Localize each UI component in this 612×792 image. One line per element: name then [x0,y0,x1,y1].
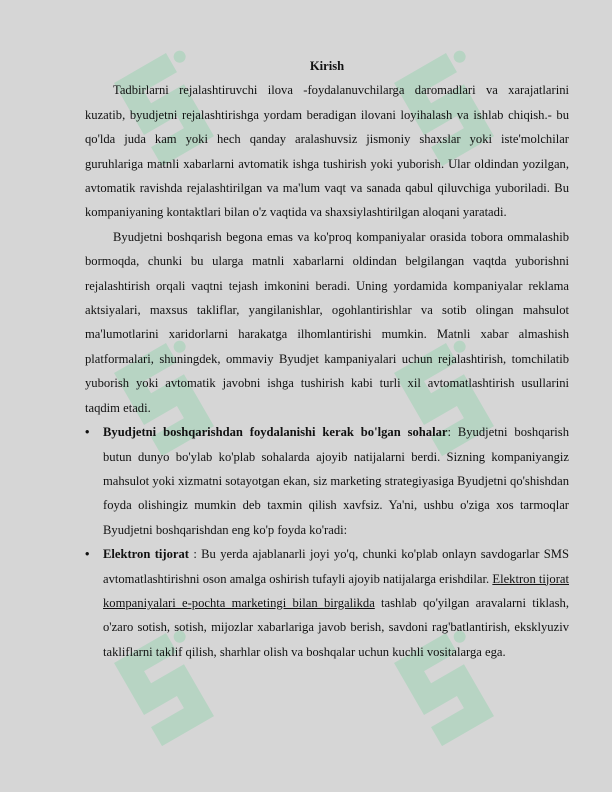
bullet-separator: : [188,547,202,562]
bullet-icon: • [85,547,90,562]
body-paragraph: Byudjetni boshqarish begona emas va ko'proq kompaniyalar orasida tobora ommalashib bormoqda, chunki bu ularga matnli xabarlarni oldindan belgilangan vaqtda yuborishni rejalashtirish orqali vaqtni tejash imkonini beradi. Uning yordamida kompaniyalar reklama aktsiyalari, maxsus takliflar, yangilanishlar, ogohlantirishlar va sotib olingan mahsulot ma'lumotlarini xaridorlarni harakatga ilhomlantirishi mumkin. Matnli xabar almashish platformalari, shuningdek, ommaviy Byudjet kampaniyalari uchun rejalashtirish, tomchilatib yuborish yoki avtomatik javobni ishga tushirish kabi turli xil avtomatlashtirish usullarini taqdim etadi. [85,229,569,415]
bullet-text: Bu yerda ajablanarli joyi yo'q, chunki ko'plab onlayn savdogarlar SMS avtomatlashtirishni oson amalga oshirish tufayli ajoyib natijalarga erishdilar. [103,547,570,586]
bullet-text-after: tashlab qo'yilgan aravalarni tiklash, o'zaro sotish, sotish, mijozlar xabarlariga javob berish, savdoni rag'batlantirish, eksklyuziv takliflarni taklif qilish, sharhlar olish va boshqalar uchun kuchli vositalarga ega. [103,595,569,659]
ecommerce-link[interactable]: Elektron tijorat kompaniyalari e-pochta marketingi bilan birgalikda [103,571,570,610]
bullet-list [85,420,569,664]
bullet-item-ecommerce [85,542,569,664]
bullet-term: Elektron tijorat [103,547,189,562]
document-body [85,54,569,664]
bullet-separator: : [447,425,458,440]
document-title: Kirish [309,59,345,73]
bullet-text: Byudjetni boshqarish butun dunyo bo'ylab ko'plab sohalarda ajoyib natijalarni berdi. Sizning kompaniyangiz mahsulot yoki xizmatni sotayotgan ekan, siz marketing strategiyasiga Byudjetni qo'shishdan foyda olishingiz mumkin deb taxmin qilish xavfsiz. Ya'ni, ushbu o'ziga xos tarmoqlar Byudjetni boshqarishdan eng ko'p foyda ko'radi: [103,425,569,537]
bullet-item-industries [85,420,569,542]
intro-paragraph: Tadbirlarni rejalashtiruvchi ilova -foydalanuvchilarga daromadlari va xarajatlarini kuzatib, byudjetni rejalashtirishga yordam beradigan ilovani loyihalash va ishlab chiqish.- bu qo'lda juda kam yoki hech qanday aralashuvsiz jismoniy shaxslar yoki iste'molchilar guruhlariga matnli xabarlarni avtomatik ishga tushirish yoki yuborish. Ular oldindan yozilgan, avtomatik ravishda rejalashtirilgan va ma'lum vaqt va sanada qabul qiluvchiga yuboriladi. Bu kompaniyaning kontaktlari bilan o'z vaqtida va shaxsiylashtirilgan aloqani yaratadi. [85,83,569,220]
bullet-icon: • [85,425,90,440]
bullet-term: Byudjetni boshqarishdan foydalanishi kerak bo'lgan sohalar [103,425,448,440]
